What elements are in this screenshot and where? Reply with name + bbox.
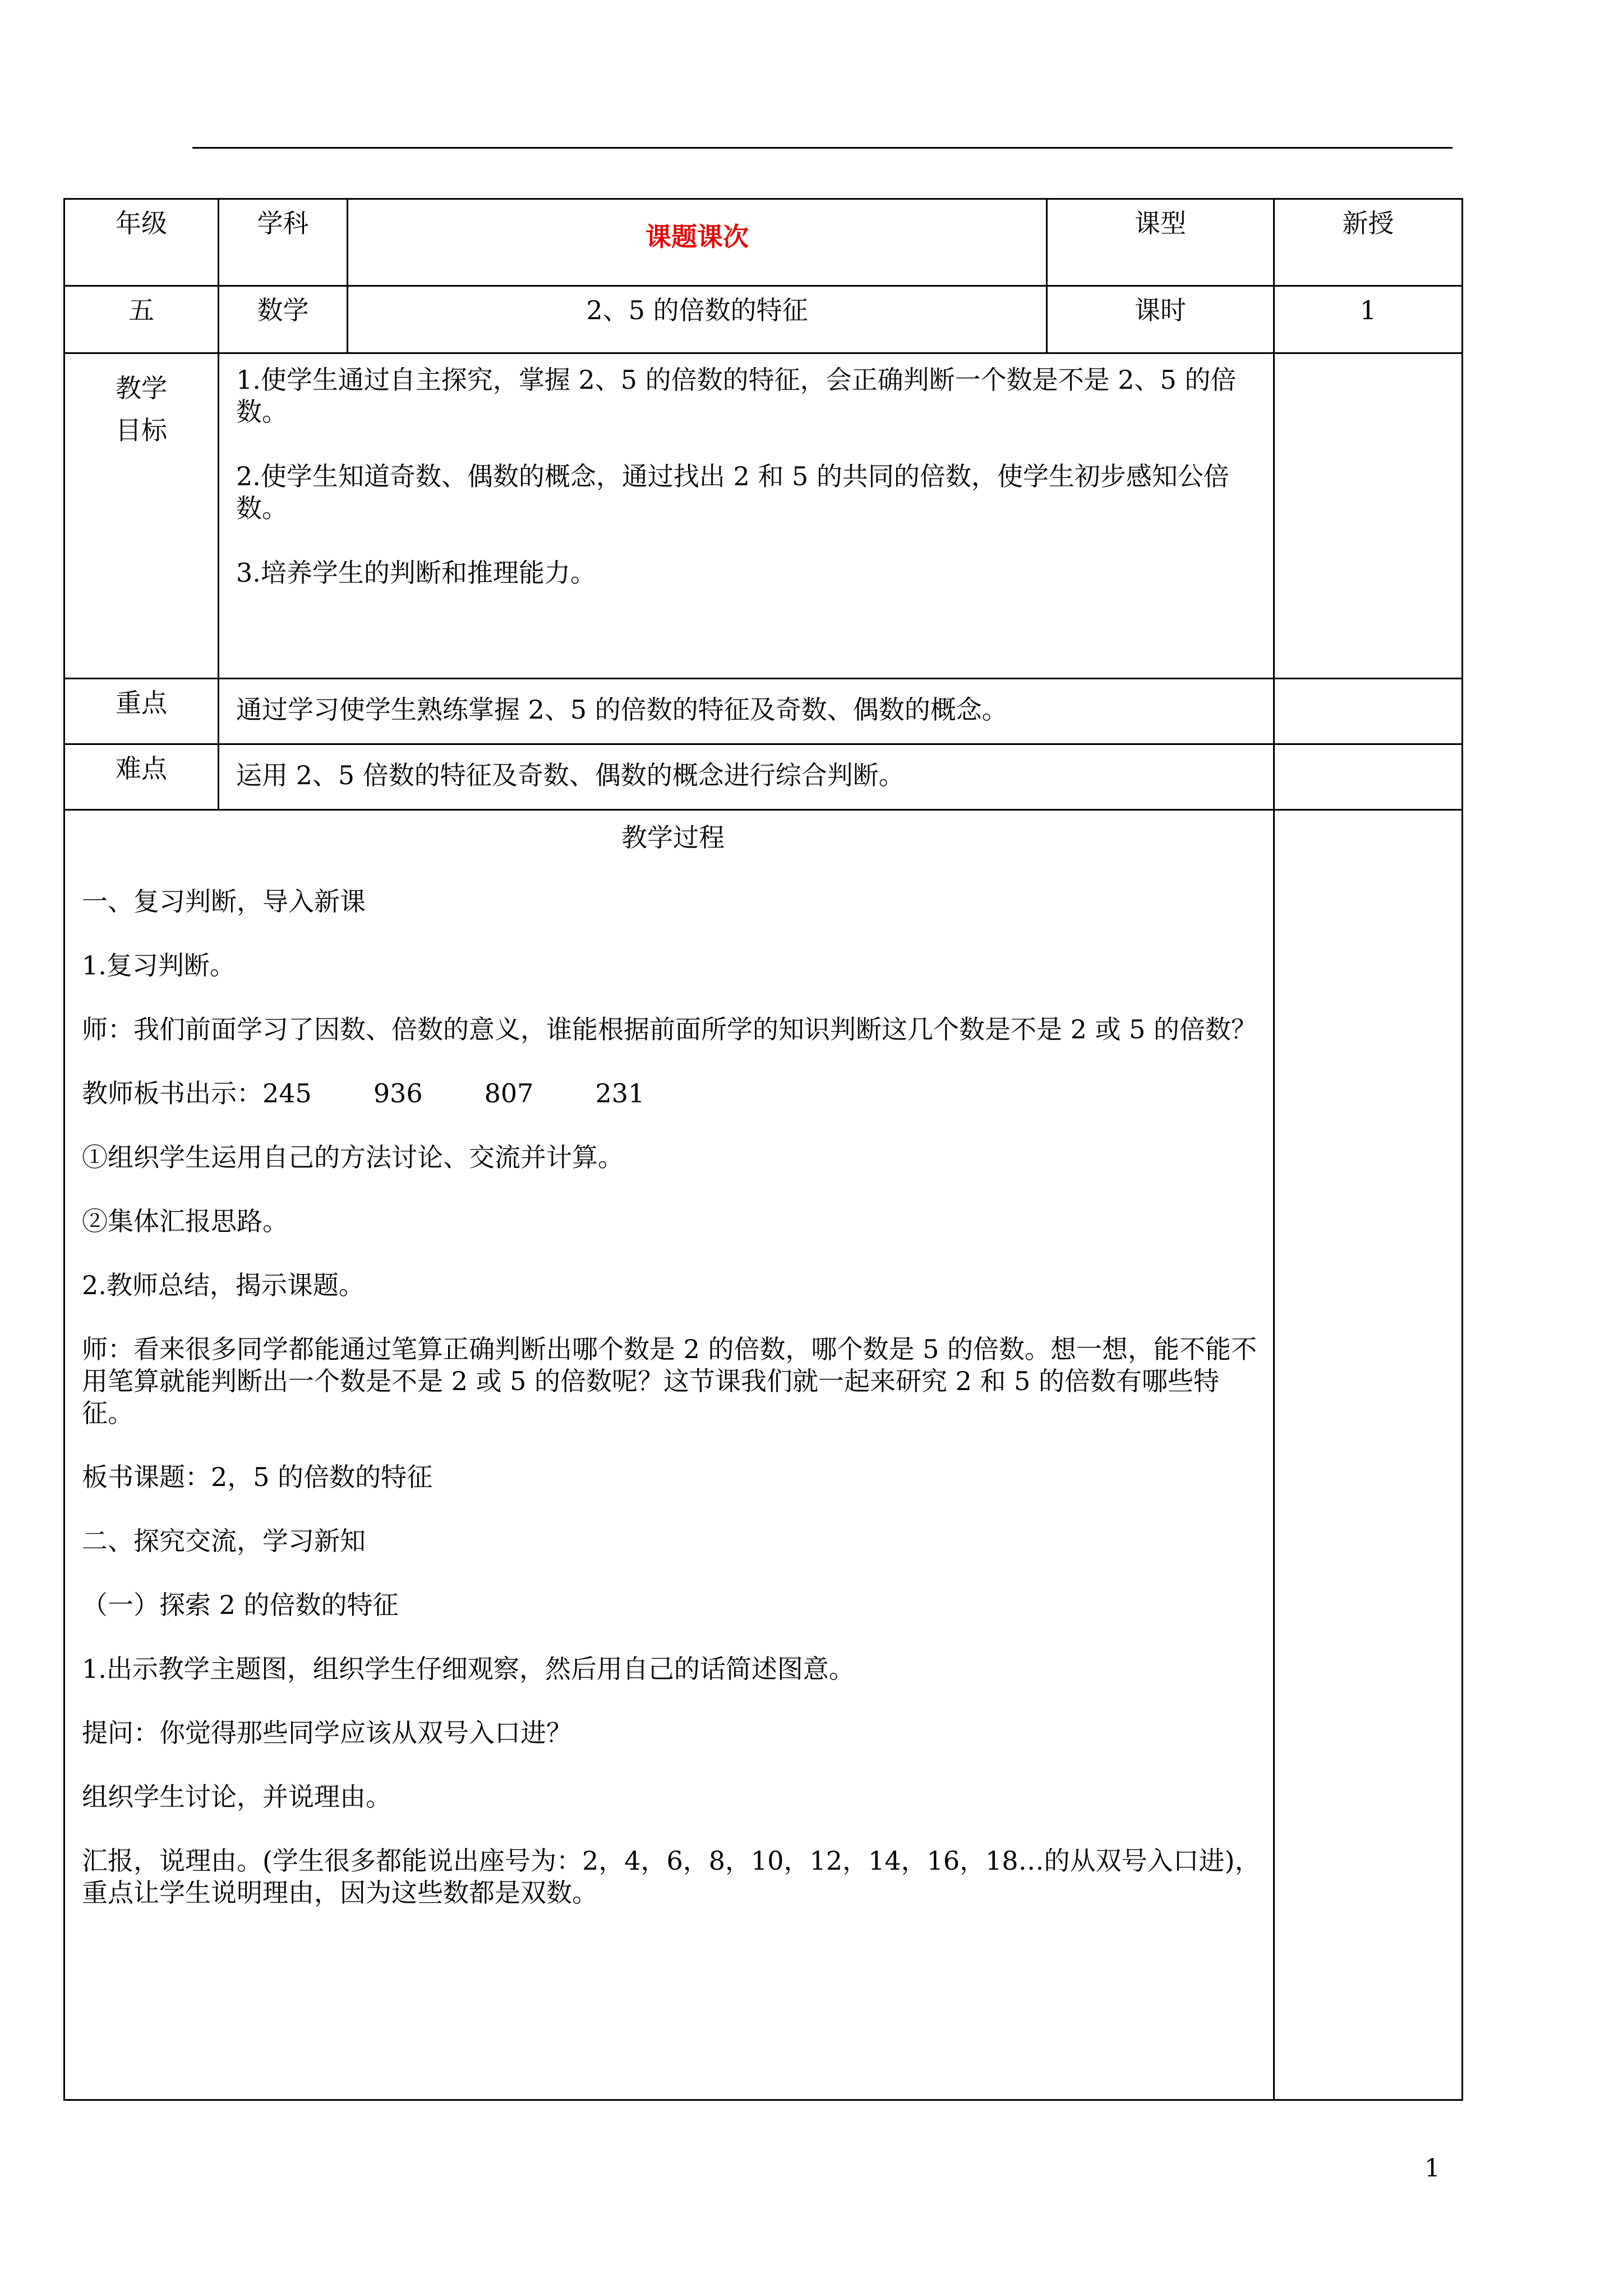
title-label: 课题课次 [348, 199, 1047, 286]
difficulty-text: 运用 2、5 倍数的特征及奇数、偶数的概念进行综合判断。 [219, 744, 1274, 810]
key-point-notes [1274, 679, 1463, 744]
grade-label: 年级 [64, 199, 219, 286]
objective-item: 2.使学生知道奇数、偶数的概念，通过找出 2 和 5 的共同的倍数，使学生初步感知公倍数。 [236, 461, 1229, 523]
objectives-content [219, 353, 1274, 679]
board-number: 245 [262, 1078, 312, 1108]
objectives-label [64, 353, 219, 679]
process-paragraph: ①组织学生运用自己的方法讨论、交流并计算。 [82, 1142, 624, 1172]
board-number: 231 [595, 1078, 645, 1108]
objective-item: 1.使学生通过自主探究，掌握 2、5 的倍数的特征，会正确判断一个数是不是 2、5 的倍数。 [236, 365, 1237, 427]
process-paragraph: （一）探索 2 的倍数的特征 [82, 1590, 399, 1620]
process-paragraph: 师：我们前面学习了因数、倍数的意义，谁能根据前面所学的知识判断这几个数是不是 2 或 5 的倍数？ [82, 1014, 1257, 1045]
subject-label: 学科 [219, 199, 348, 286]
objectives-label-line1: 教学 [116, 373, 167, 403]
key-point-text: 通过学习使学生熟练掌握 2、5 的倍数的特征及奇数、偶数的概念。 [219, 679, 1274, 744]
process-paragraph: ②集体汇报思路。 [82, 1206, 288, 1236]
board-number: 936 [373, 1078, 423, 1108]
process-heading: 教学过程 [621, 822, 725, 853]
lesson-plan-table [63, 198, 1463, 2101]
process-paragraph: 组织学生讨论，并说理由。 [82, 1782, 391, 1812]
objective-item: 3.培养学生的判断和推理能力。 [236, 558, 596, 588]
process-paragraph: 2.教师总结，揭示课题。 [82, 1270, 365, 1300]
period-label: 课时 [1047, 286, 1274, 353]
header-row-2 [64, 286, 1463, 353]
process-row [64, 810, 1463, 2100]
grade-value: 五 [64, 286, 219, 353]
topic-title: 2、5 的倍数的特征 [348, 286, 1047, 353]
difficulty-row [64, 744, 1463, 810]
page-number: 1 [1424, 2154, 1440, 2183]
process-paragraph: 汇报，说理由。(学生很多都能说出座号为：2，4，6，8，10，12，14，16，18…的从双号入口进)，重点让学生说明理由，因为这些数都是双数。 [82, 1846, 1261, 1908]
type-value: 新授 [1274, 199, 1463, 286]
process-paragraph: 师：看来很多同学都能通过笔算正确判断出哪个数是 2 的倍数，哪个数是 5 的倍数。想一想，能不能不用笔算就能判断出一个数是不是 2 或 5 的倍数呢？这节课我们就一起来研究 2 和 5 的倍数有哪些特征。 [82, 1334, 1257, 1428]
type-label: 课型 [1047, 199, 1274, 286]
board-number: 807 [484, 1078, 534, 1108]
process-paragraph: 提问：你觉得那些同学应该从双号入口进？ [82, 1718, 572, 1748]
subject-value: 数学 [219, 286, 348, 353]
process-paragraph: 二、探究交流，学习新知 [82, 1526, 366, 1556]
process-paragraph: 1.出示教学主题图，组织学生仔细观察，然后用自己的话简述图意。 [82, 1654, 855, 1684]
difficulty-notes [1274, 744, 1463, 810]
header-rule [192, 147, 1453, 149]
objectives-notes [1274, 353, 1463, 679]
key-point-label: 重点 [64, 679, 219, 744]
process-paragraph: 一、复习判断，导入新课 [82, 886, 366, 917]
process-paragraph: 板书课题：2，5 的倍数的特征 [82, 1462, 433, 1492]
process-paragraph: 1.复习判断。 [82, 950, 236, 981]
objectives-row [64, 353, 1463, 679]
period-value: 1 [1274, 286, 1463, 353]
objectives-label-line2: 目标 [116, 415, 167, 445]
process-content [64, 810, 1274, 2100]
header-row-1 [64, 199, 1463, 286]
key-point-row [64, 679, 1463, 744]
process-notes [1274, 810, 1463, 2100]
difficulty-label: 难点 [64, 744, 219, 810]
board-prefix: 教师板书出示： [82, 1078, 262, 1108]
board-numbers [82, 1078, 1264, 1110]
